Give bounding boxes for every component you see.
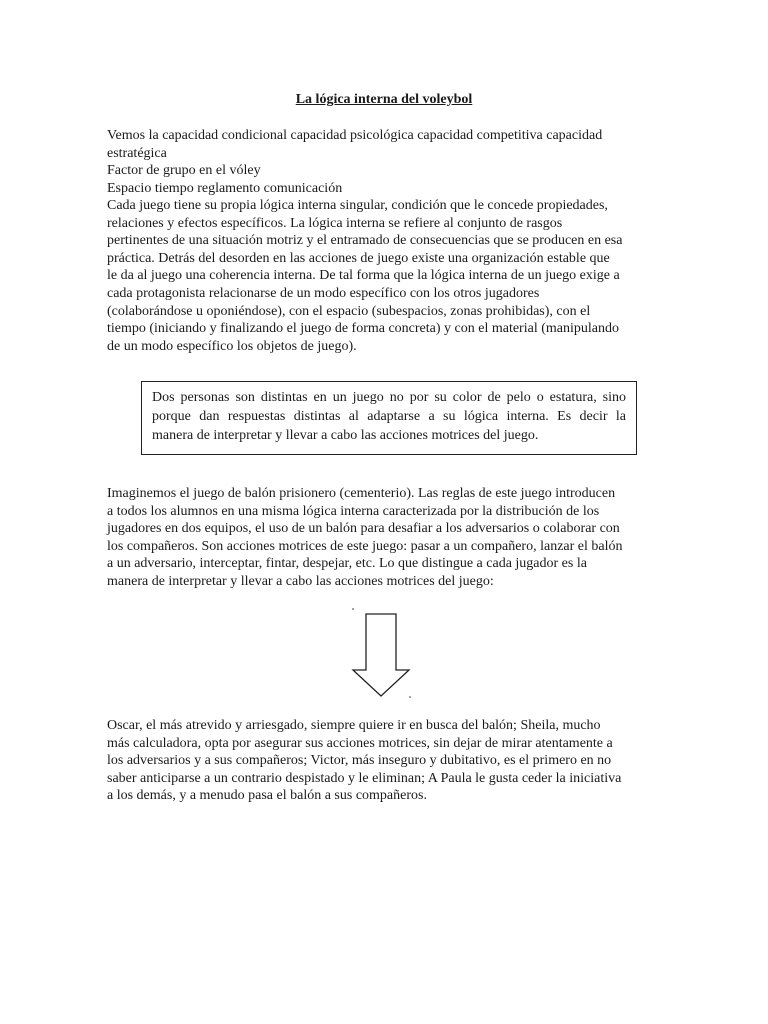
document-title: La lógica interna del voleybol [295,92,473,107]
paragraph-line: Imaginemos el juego de balón prisionero (cementerio). Las reglas de este juego introducen [107,486,616,501]
paragraph-line: a todos los alumnos en una misma lógica interna caracterizada por la distribución de los [107,503,600,519]
paragraph-balon-prisionero [107,485,665,591]
paragraph-line: a un adversario, interceptar, fintar, despejar, etc. Lo que distingue a cada jugador es la [107,556,587,572]
down-arrow-icon [346,606,416,702]
paragraph-line: (colaborándose u oponiéndose), con el espacio (subespacios, zonas prohibidas), con el [107,303,591,319]
paragraph-line: Oscar, el más atrevido y arriesgado, siempre quiere ir en busca del balón; Sheila, mucho [107,718,601,733]
intro-block [107,127,665,197]
paragraph-line: más calculadora, opta por asegurar sus acciones motrices, sin dejar de mirar atentamente a [107,735,613,751]
paragraph-line: práctica. Detrás del desorden en las acciones de juego existe una organización estable que [107,250,610,266]
paragraph-line: jugadores en dos equipos, el uso de un balón para desafiar a los adversarios o colaborar con [107,521,620,537]
paragraph-line: relaciones y efectos específicos. La lógica interna se refiere al conjunto de rasgos [107,215,563,231]
paragraph-line: manera de interpretar y llevar a cabo las acciones motrices del juego: [107,573,494,589]
intro-line: Espacio tiempo reglamento comunicación [107,180,343,196]
paragraph-line: tiempo (iniciando y finalizando el juego de forma concreta) y con el material (manipulando [107,321,619,337]
intro-line: estratégica [107,145,167,161]
box-line: Dos personas son distintas en un juego no por su color de pelo o estatura, sino [152,390,626,405]
paragraph-line: pertinentes de una situación motriz y el entramado de consecuencias que se producen en esa [107,233,623,249]
paragraph-line: a los demás, y a menudo pasa el balón a sus compañeros. [107,788,427,804]
paragraph-line: los adversarios y a sus compañeros; Victor, más inseguro y dubitativo, es el primero en no [107,753,612,769]
paragraph-jugadores [107,717,665,805]
box-line: porque dan respuestas distintas al adaptarse a su lógica interna. Es decir la [152,409,626,424]
paragraph-line: los compañeros. Son acciones motrices de este juego: pasar a un compañero, lanzar el balón [107,538,623,554]
paragraph-line: le da al juego una coherencia interna. De tal forma que la lógica interna de un juego exige a [107,268,620,284]
paragraph-logica-interna [107,197,665,355]
paragraph-line: saber anticiparse a un contrario despistado y le eliminan; A Paula le gusta ceder la iniciativa [107,770,622,786]
paragraph-line: Cada juego tiene su propia lógica interna singular, condición que le concede propiedades, [107,198,608,213]
paragraph-line: de un modo específico los objetos de juego). [107,338,357,354]
highlight-box [141,381,637,455]
intro-line: Vemos la capacidad condicional capacidad psicológica capacidad competitiva capacidad [107,128,603,143]
intro-line: Factor de grupo en el vóley [107,163,261,179]
box-line: manera de interpretar y llevar a cabo las acciones motrices del juego. [152,428,539,443]
paragraph-line: cada protagonista relacionarse de un modo específico con los otros jugadores [107,285,540,301]
